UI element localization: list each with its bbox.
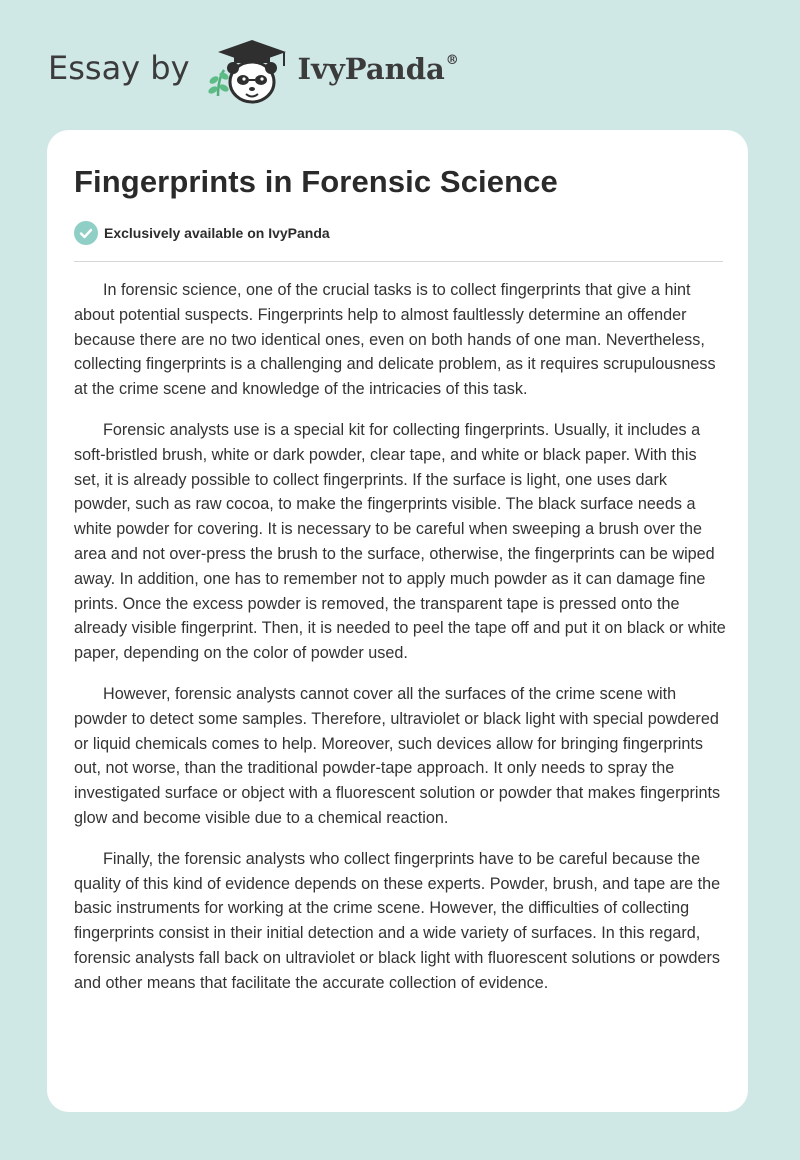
essay-card [47,130,748,1112]
panda-graduate-icon [204,36,296,108]
paragraph: In forensic science, one of the crucial tasks is to collect fingerprints that give a hint about potential suspects. Fingerprints help to almost faultlessly determine an offender because there are no two identical ones, even on both hands of one man. Nevertheless, collecting fingerprints is a challenging and delicate problem, as it requires scrupulousness at the crime scene and knowledge of the intricacies of this task. [74,281,716,399]
paragraph: However, forensic analysts cannot cover all the surfaces of the crime scene with powder to detect some samples. Therefore, ultraviolet or black light with special powdered or liquid chemicals comes to help. Moreover, such devices allow for bringing fingerprints out, not worse, than the traditional powder-tape approach. It only needs to spray the investigated surface or object with a fluorescent solution or powder that makes fingerprints glow and become visible due to a chemical reaction. [74,684,721,827]
site-header [48,36,459,108]
paragraph: Forensic analysts use is a special kit for collecting fingerprints. Usually, it includes a soft-bristled brush, white or dark powder, clear tape, and white or black paper. With this set, it is already possible to collect fingerprints. If the surface is light, one uses dark powder, such as raw cocoa, to make the fingerprints visible. The black surface needs a white powder for covering. It is necessary to be careful when sweeping a brush over the area and not over-press the brush to the surface, otherwise, the fingerprints can be wiped away. In addition, one has to remember not to apply much powder as it can damage fine prints. Once the excess powder is removed, the transparent tape is pressed onto the already visible fingerprint. Then, it is needed to peel the tape off and put it on black or white paper, depending on the color of powder used. [74,420,726,663]
brand-name: IvyPanda® [297,52,459,86]
exclusive-badge [74,221,330,245]
check-circle-icon [74,221,98,245]
essay-body [74,278,726,1012]
paragraph: Finally, the forensic analysts who collect fingerprints have to be careful because the quality of this kind of evidence depends on these experts. Powder, brush, and tape are the basic instruments for working at the crime scene. However, the difficulties of collecting fingerprints consist in their initial detection and a wide variety of surfaces. In this regard, forensic analysts fall back on ultraviolet or black light with fluorescent solutions or powders and other means that facilitate the accurate collection of evidence. [74,849,721,992]
badge-label: Exclusively available on IvyPanda [104,225,330,241]
essay-by-label: Essay by [48,49,190,87]
page-title: Fingerprints in Forensic Science [74,164,558,199]
divider [74,261,723,262]
